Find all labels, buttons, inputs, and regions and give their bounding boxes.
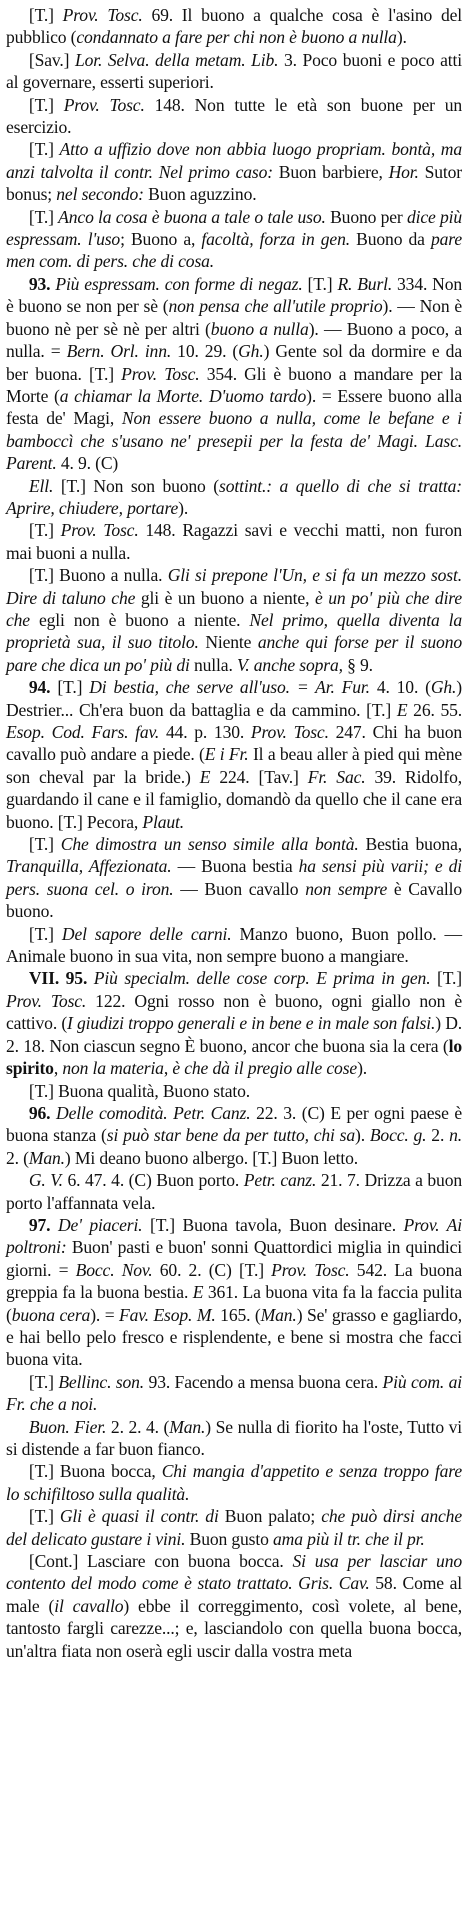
text-run: 224. [Tav.] xyxy=(210,766,308,787)
text-run: dice più espressam. l'uso xyxy=(6,206,463,250)
text-run: Tranquilla, Affezionata. xyxy=(6,856,172,877)
text-run: Buono per xyxy=(325,206,407,227)
text-run: Prov. Tosc. xyxy=(250,722,329,742)
text-run: si può star bene da per tutto, chi sa xyxy=(106,1125,355,1146)
text-run: Buon palato; xyxy=(218,1506,322,1527)
text-run: ) Mi deano buono albergo. [T.] Buon letto. xyxy=(64,1147,358,1168)
text-run: ama più il tr. che il pr. xyxy=(273,1528,425,1549)
text-run: ). xyxy=(357,1058,368,1079)
entry-paragraph xyxy=(6,475,462,520)
text-run: Atto a uffizio dove non abbia luogo propriam. bontà, ma anzi talvolta il contr. Nel primo caso: xyxy=(6,139,462,182)
text-run: 247. Chi ha buon cavallo può andare a piede. ( xyxy=(6,722,462,765)
text-run: non sempre xyxy=(305,878,388,899)
text-run: [T.] xyxy=(28,923,62,944)
entry-paragraph xyxy=(6,519,462,564)
text-run: ) Se nulla di fiorito ha l'oste, Tutto vi si distende a far buon fianco. xyxy=(6,1416,462,1459)
text-run: 96. xyxy=(28,1102,57,1123)
text-run: [T.] xyxy=(28,834,61,855)
text-run: Niente xyxy=(198,632,258,653)
entry-paragraph xyxy=(6,923,462,968)
text-run: Buon barbiere, xyxy=(272,161,389,182)
text-run: Man. xyxy=(260,1304,297,1325)
text-run: gli è un buono a niente, xyxy=(135,587,315,608)
text-run: 93. Facendo a mensa buona cera. xyxy=(144,1371,383,1392)
text-run: E xyxy=(396,699,408,720)
text-run: egli non è buono a niente. xyxy=(29,609,250,630)
entry-paragraph xyxy=(6,49,462,94)
text-run: Sutor bonus; xyxy=(6,161,463,205)
entry-paragraph xyxy=(6,1550,462,1662)
text-run: 361. La buona vita fa la faccia pulita ( xyxy=(6,1282,462,1325)
entry-paragraph xyxy=(6,1460,462,1505)
text-run: 4. 10. ( xyxy=(369,677,431,698)
text-run: ) Gente sol da dormire e da ber buona. [T.] xyxy=(6,341,462,384)
text-run: 58. Come al male ( xyxy=(6,1573,462,1616)
text-run: buono a nulla xyxy=(210,318,309,339)
entry-paragraph xyxy=(6,94,462,139)
text-run: Buon' pasti e buon' sonni Quattordici miglia in quindici giorni. = xyxy=(6,1237,462,1280)
text-run: Prov. Tosc. xyxy=(63,94,145,115)
entry-paragraph xyxy=(6,1371,462,1416)
text-run: Gli è quasi il contr. di xyxy=(59,1506,219,1527)
text-run: G. V. xyxy=(28,1170,63,1191)
text-run: ). — Buono a poco, a nulla. = xyxy=(6,318,463,362)
text-run: Gli si prepone l'Un, e si fa un mezzo sost. Dire di taluno che xyxy=(6,565,462,608)
text-run: Bocc. g. xyxy=(369,1125,427,1146)
text-run: 354. Gli è buono a mandare per la Morte ( xyxy=(6,363,462,406)
text-run: 44. p. 130. xyxy=(159,722,251,742)
text-run: a chiamar la Morte. D'uomo tardo xyxy=(59,385,307,406)
text-run: è un po' più che dire che xyxy=(6,587,463,630)
text-run: ). = Essere buono alla festa de' Magi, xyxy=(6,385,462,429)
text-run: [T.] Non son buono ( xyxy=(53,475,220,496)
text-run: che può dirsi anche del delicato gustare i vini. xyxy=(6,1506,462,1549)
text-run: Prov. Tosc. xyxy=(62,5,143,25)
text-run: Esop. Cod. Fars. fav. xyxy=(6,722,160,742)
text-run: Si usa per lasciar uno contento del modo come è stato trattato. Gris. Cav. xyxy=(6,1551,463,1594)
text-run: 6. 47. 4. (C) Buon porto. xyxy=(62,1170,244,1191)
text-run: [T.] xyxy=(57,677,90,698)
text-run: 165. ( xyxy=(215,1304,261,1325)
text-run: ) Se' grasso e gagliardo, e hai bello pelo fresco e risplendente, e bene si mostra che facci buona vita. xyxy=(6,1304,462,1370)
text-run: ). xyxy=(178,497,189,518)
text-run: E i Fr. xyxy=(204,744,249,765)
text-run: lo spirito xyxy=(6,1035,462,1079)
section-94-paragraph xyxy=(6,676,462,833)
text-run: ) Destrier... Ch'era buon da battaglia e da cammino. [T.] xyxy=(6,677,462,720)
text-run: anche qui forse per il suono pare che dica un po' più di xyxy=(6,632,462,675)
text-run: Prov. Tosc. xyxy=(60,520,139,541)
text-run: Plaut. xyxy=(142,811,185,832)
text-run: De' piaceri. xyxy=(58,1214,143,1235)
text-run: 2. ( xyxy=(6,1147,29,1168)
text-run: Man. xyxy=(169,1416,206,1437)
section-95-paragraph xyxy=(6,967,462,1079)
text-run: Più specialm. delle cose corp. E prima in gen. xyxy=(93,968,431,989)
text-run: non la materia xyxy=(62,1058,164,1079)
text-run: Prov. Tosc. xyxy=(6,990,87,1011)
text-run: Gh. xyxy=(238,341,264,362)
text-run: Del sapore delle carni. xyxy=(61,923,232,944)
text-run: Lor. Selva. della metam. Lib. xyxy=(74,49,279,70)
text-run: , xyxy=(53,1058,63,1079)
text-run: [T.] xyxy=(28,94,64,115)
text-run: 148. Non tutte le età son buone per un esercizio. xyxy=(6,94,462,138)
text-run: [T.] xyxy=(430,968,462,989)
entry-paragraph xyxy=(6,564,462,676)
text-run: E xyxy=(199,766,211,787)
text-run: 60. 2. (C) [T.] xyxy=(152,1259,272,1280)
text-run: Buon. Fier. xyxy=(28,1416,107,1437)
entry-paragraph xyxy=(6,1080,462,1102)
text-run: pare men com. di pers. che di cosa. xyxy=(6,229,462,272)
text-run: , xyxy=(163,1058,173,1079)
text-run: 21. 7. Drizza a buon porto l'affannata vela. xyxy=(6,1170,462,1213)
text-run: Buon aguzzino. xyxy=(143,184,257,205)
text-run: Nel primo, quella diventa la proprietà sua, il suo titolo. xyxy=(6,609,462,653)
text-run: [T.] xyxy=(28,5,63,25)
text-run: ) D. 2. 18. Non ciascun segno È buono, ancor che buona sia la cera ( xyxy=(6,1013,463,1056)
text-run: è Cavallo buono. xyxy=(6,878,462,922)
text-run: 122. Ogni rosso non è buono, ogni giallo non è cattivo. ( xyxy=(6,990,462,1034)
text-run: [T.] Buono a nulla. xyxy=(28,565,168,586)
text-run: il cavallo xyxy=(54,1595,124,1616)
text-run: facoltà, forza in gen. xyxy=(201,229,350,250)
text-run: § 9. xyxy=(342,654,373,675)
text-run: 2. 2. 4. ( xyxy=(106,1416,170,1437)
text-run: V. anche sopra, xyxy=(236,654,343,675)
text-run: R. Burl. xyxy=(337,273,393,294)
text-run: 97. xyxy=(28,1214,58,1235)
text-run: buona cera xyxy=(11,1304,91,1325)
text-run: Fr. Sac. xyxy=(307,766,366,787)
text-run: ) ebbe il correggimento, così volete, al bene, tantosto fargli carezze...; e, lasciandolo con quella buona bocca, un'altra fiata non oserà egli uscir dalla vostra meta xyxy=(6,1595,462,1661)
text-run: Chi mangia d'appetito e senza troppo fare lo schifiltoso sulla qualità. xyxy=(6,1461,463,1504)
text-run: 148. Ragazzi savi e vecchi matti, non furon mai buoni a nulla. xyxy=(6,520,462,563)
entry-paragraph xyxy=(6,206,462,273)
text-run: VII. 95. xyxy=(28,968,94,989)
text-run: [T.] xyxy=(28,206,59,227)
text-run: ). xyxy=(396,27,407,48)
text-run: [T.] xyxy=(28,1506,60,1527)
text-run: Ell. xyxy=(28,475,54,496)
text-run: 93. xyxy=(28,273,56,294)
text-run: E xyxy=(192,1282,204,1303)
text-run: ). — Non è buono nè per sè nè per altri ( xyxy=(6,296,462,339)
text-run: Più com. ai Fr. che a noi. xyxy=(6,1371,462,1415)
text-run: [Sav.] xyxy=(28,49,75,70)
entry-paragraph xyxy=(6,833,462,923)
text-run: 334. Non è buono se non per sè ( xyxy=(6,273,462,317)
text-run: — Buona bestia xyxy=(171,856,299,877)
entry-paragraph xyxy=(6,4,462,49)
text-run: è che dà il pregio alle cose xyxy=(172,1058,358,1079)
section-93-paragraph xyxy=(6,273,462,475)
text-run: [T.] Buona tavola, Buon desinare. xyxy=(142,1214,404,1235)
text-run: Delle comodità. Petr. Canz. xyxy=(56,1102,251,1123)
text-run: 39. Ridolfo, guardando il cane e il famiglio, domandò da quello che il cane era buono. [T.] Pecora, xyxy=(6,766,463,832)
text-run: n. xyxy=(449,1125,462,1146)
text-run: Buon gusto xyxy=(185,1528,274,1549)
entry-paragraph xyxy=(6,1416,462,1461)
text-run: Petr. canz. xyxy=(243,1170,317,1191)
text-run: ). xyxy=(354,1125,370,1146)
text-run: Manzo buono, Buon pollo. — Animale buono in sua vita, non sempre buono a mangiare. xyxy=(6,923,462,967)
text-run: ; Buono a, xyxy=(120,229,202,250)
text-run: 22. 3. (C) E per ogni paese è buona stanza ( xyxy=(6,1102,462,1146)
text-run: 542. La buona greppia fa la buona bestia. xyxy=(6,1259,462,1303)
text-run: Man. xyxy=(28,1147,65,1168)
text-run: Bestia buona, xyxy=(358,834,462,855)
text-run: condannato a fare per chi non è buono a nulla xyxy=(76,27,397,48)
text-run: Prov. Tosc. xyxy=(271,1259,350,1280)
text-run: 4. 9. (C) xyxy=(56,453,119,474)
entry-paragraph xyxy=(6,138,462,205)
text-run: Bellinc. son. xyxy=(58,1371,145,1392)
text-run: Prov. Ai poltroni: xyxy=(6,1214,463,1258)
text-run: Il a beau aller à pied qui mène son cheval par la bride.) xyxy=(6,744,462,787)
text-run: — Buon cavallo xyxy=(173,878,306,899)
text-run: 10. 29. ( xyxy=(171,341,239,362)
entry-paragraph xyxy=(6,1505,462,1550)
text-run: 26. 55. xyxy=(407,699,462,720)
text-run: [Cont.] Lasciare con buona bocca. xyxy=(28,1551,293,1572)
text-run: Che dimostra un senso simile alla bontà. xyxy=(60,834,359,855)
text-run: I giudizi troppo generali e in bene e in male son falsi. xyxy=(67,1013,436,1034)
section-96-paragraph xyxy=(6,1102,462,1169)
text-run: [T.] xyxy=(28,139,60,160)
text-run: Buono da xyxy=(350,229,431,250)
text-run: Prov. Tosc. xyxy=(121,363,200,384)
entry-paragraph xyxy=(6,1169,462,1214)
text-run: 94. xyxy=(28,677,58,698)
text-run: [T.] xyxy=(28,520,61,541)
text-run: 3. Poco buoni e poco atti al governare, esserti superiori. xyxy=(6,49,462,93)
text-run: Bern. Orl. inn. xyxy=(66,341,172,362)
text-run: Bocc. Nov. xyxy=(75,1259,153,1280)
text-run: nel secondo: xyxy=(56,184,144,205)
text-run: non pensa che all'utile proprio xyxy=(168,296,383,317)
text-run: [T.] Buona bocca, xyxy=(28,1461,162,1482)
text-run: Di bestia, che serve all'uso. = Ar. Fur. xyxy=(89,677,370,698)
text-run: Non essere buono a nulla, come le befane e i bamboccì che s'usano ne' presepii per la festa de' Magi. Lasc. Parent. xyxy=(6,408,462,474)
section-97-paragraph xyxy=(6,1214,462,1371)
text-run: Anco la cosa è buona a tale o tale uso. xyxy=(58,206,326,227)
text-run: Hor. xyxy=(388,161,419,182)
text-run: ha sensi più varii; e di pers. suona cel. o iron. xyxy=(6,856,462,899)
text-run: sottint.: a quello di che si tratta: Aprire, chiudere, portare xyxy=(6,475,463,518)
text-run: Più espressam. con forme di negaz. xyxy=(55,273,303,294)
text-run: Gh. xyxy=(430,677,457,698)
text-run: [T.] Buona qualità, Buono stato. xyxy=(28,1080,250,1101)
text-run: 2. xyxy=(426,1125,450,1146)
text-run: [T.] xyxy=(302,273,338,294)
text-run: Fav. Esop. M. xyxy=(119,1304,216,1325)
text-run: ). = xyxy=(90,1304,120,1325)
text-run: [T.] xyxy=(28,1371,59,1392)
text-run: nulla. xyxy=(189,654,237,675)
text-run: 69. Il buono a qualche cosa è l'asino del pubblico ( xyxy=(6,5,462,48)
